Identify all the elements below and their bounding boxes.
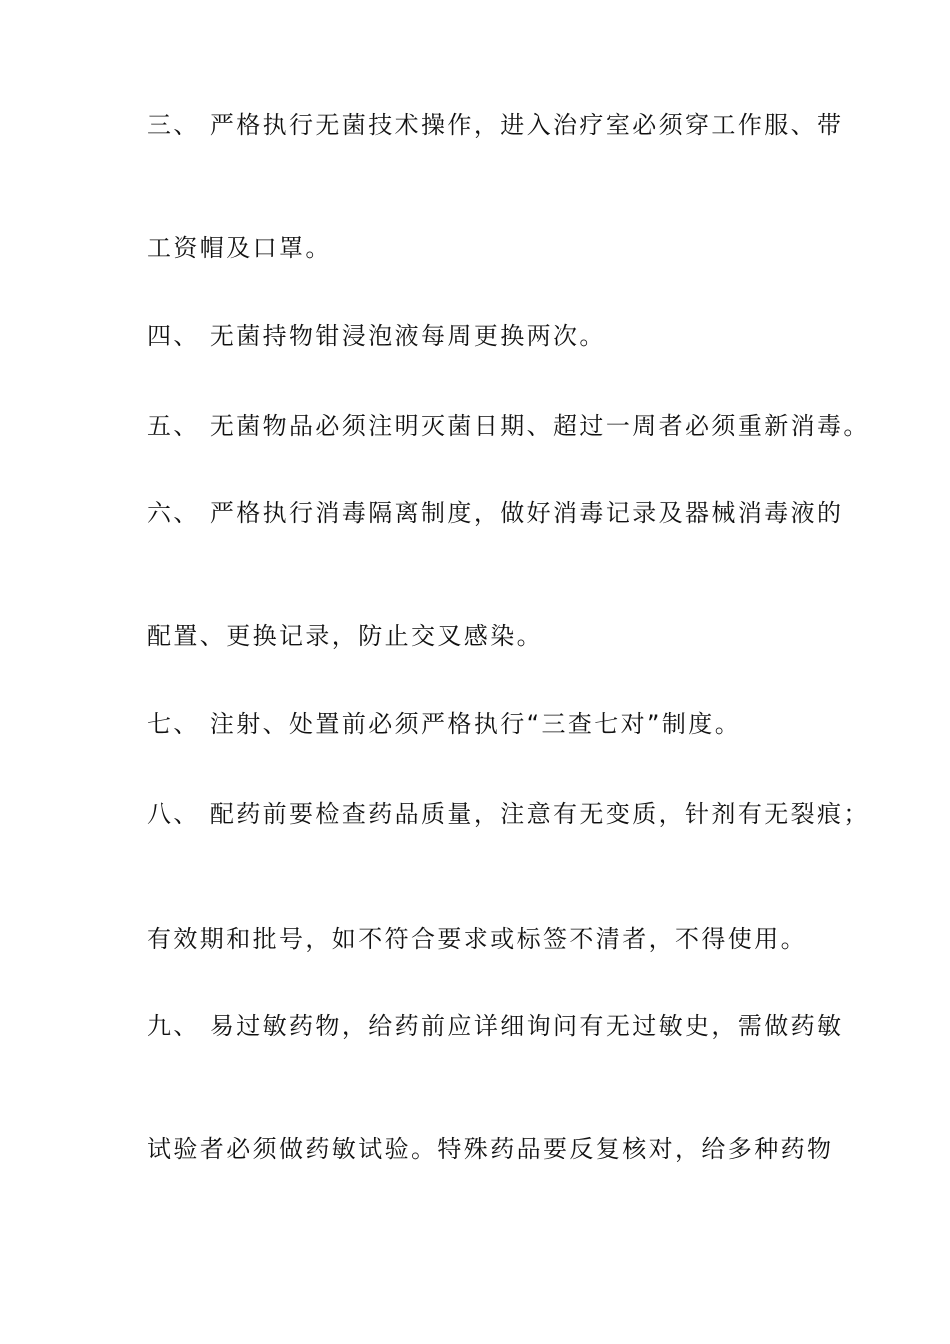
rule-5-line-1: 五、 无菌物品必须注明灭菌日期、超过一周者必须重新消毒。 [147, 412, 870, 440]
rule-8-line-2: 有效期和批号，如不符合要求或标签不清者，不得使用。 [147, 925, 807, 953]
rule-9-line-1: 九、 易过敏药物，给药前应详细询问有无过敏史，需做药敏 [147, 1012, 844, 1040]
rule-6-line-2: 配置、更换记录，防止交叉感染。 [147, 622, 543, 650]
rule-3-line-2: 工资帽及口罩。 [147, 234, 332, 262]
rule-4-line-1: 四、 无菌持物钳浸泡液每周更换两次。 [147, 322, 606, 350]
rule-7-line-1: 七、 注射、处置前必须严格执行“三查七对”制度。 [147, 710, 742, 738]
rule-8-line-1: 八、 配药前要检查药品质量，注意有无变质，针剂有无裂痕； [147, 800, 870, 828]
rule-9-line-2: 试验者必须做药敏试验。特殊药品要反复核对，给多种药物 [147, 1135, 834, 1163]
rule-3-line-1: 三、 严格执行无菌技术操作，进入治疗室必须穿工作服、带 [147, 111, 844, 139]
rule-6-line-1: 六、 严格执行消毒隔离制度，做好消毒记录及器械消毒液的 [147, 499, 844, 527]
